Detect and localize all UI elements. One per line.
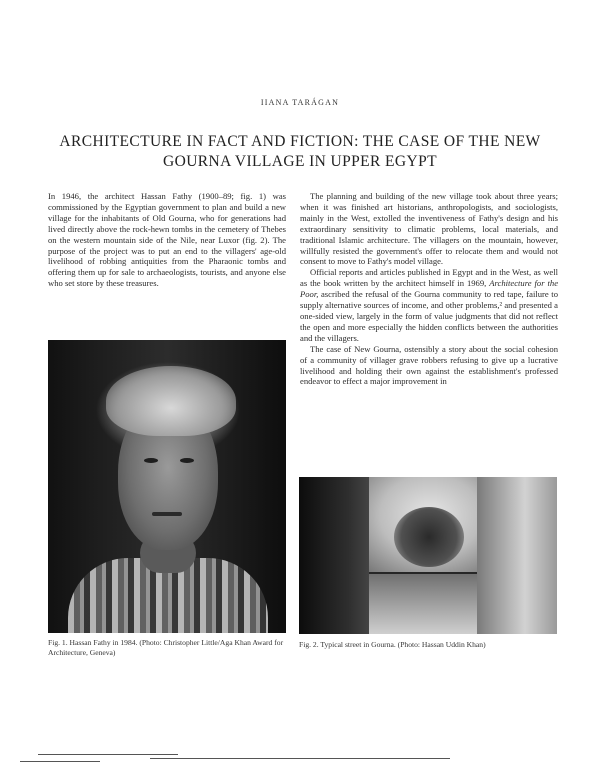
figure-1-caption: Fig. 1. Hassan Fathy in 1984. (Photo: Christopher Little/Aga Khan Award for Architecture, Geneva) [48,638,284,657]
portrait-hair [106,366,236,436]
street-tree [394,507,464,567]
paragraph-case: The case of New Gourna, ostensibly a story about the social cohesion of a community of villager grave robbers refusing to give up a lucrative livelihood and holding their own against the establishment's professed endeavor to effect a major improvement in [300,343,558,387]
street-road [369,574,479,634]
figure-2-caption: Fig. 2. Typical street in Gourna. (Photo: Hassan Uddin Khan) [299,640,486,649]
street-photo [299,477,557,634]
title-line-1: ARCHITECTURE IN FACT AND FICTION: THE CASE OF THE NEW [59,133,541,150]
intro-paragraph: In 1946, the architect Hassan Fathy (1900–89; fig. 1) was commissioned by the Egyptian government to plan and build a new village for the inhabitants of Old Gourna, who for generations had lived directly above the rock-hewn tombs in the cemetery of Thebes on the western mountain side of the Nile, near Luxor (fig. 2). The purpose of the project was to put an end to the villagers' age-old livelihood of robbing antiquities from the Pharaonic tombs and offering them up for sale to archaeologists, tourists, and anyone else who set store by these treasures. [48,191,286,289]
paragraph-reports [300,267,558,343]
street-wall-right [477,477,557,634]
book-title: Architecture for the Poor, [300,278,559,300]
portrait-eye-left [144,458,158,463]
street-wall-left [299,477,369,634]
author-name: IIANA TARÁGAN [260,98,340,107]
portrait-photo [48,340,286,633]
article-title [40,132,560,172]
portrait-eye-right [180,458,194,463]
reports-text-end: ascribed the refusal of the Gourna community to red tape, failure to supply alternative sources of income, and other problems,² and presented a one-sided view, largely in the form of value judgments that did not reflect the open and more especially the hidden conflicts between the authorities and the villagers. [300,289,558,343]
left-text-column [48,191,286,289]
right-text-column [300,191,558,387]
portrait-mouth [152,512,182,516]
reports-text-start: Official reports and articles published in Egypt and in the West, as well as the book written by the architect himself in 1969, [300,267,558,289]
title-line-2: GOURNA VILLAGE IN UPPER EGYPT [163,153,437,170]
scan-edge-marks [0,752,600,764]
paragraph-planning: The planning and building of the new village took about three years; when it was finished art historians, anthropologists, and sociologists, mainly in the West, extolled the inventiveness of Fathy's design and his extraordinary sensitivity to climatic problems, local materials, and traditional Islamic architecture. The villagers on the mountain, however, willfully resisted the government's offer to relocate them and would not consent to move to Fathy's model village. [300,191,558,267]
